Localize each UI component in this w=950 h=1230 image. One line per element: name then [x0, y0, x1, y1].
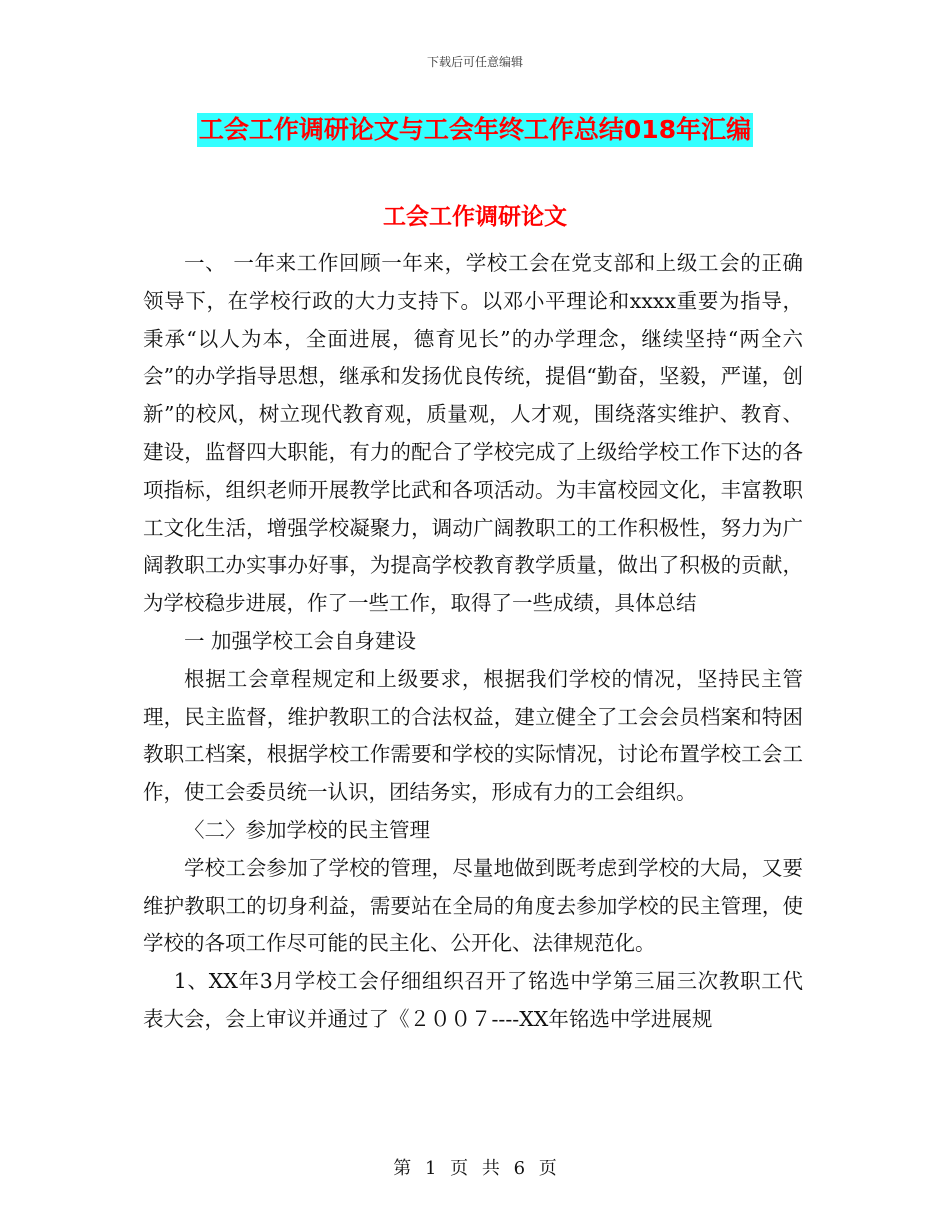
document-title: 工会工作调研论文与工会年终工作总结018年汇编 [197, 113, 753, 147]
paragraph-item-1: 1、XX年3月学校工会仔细组织召开了铭选中学第三届三次教职工代表大会，会上审议并通过了《２００７----XX年铭选中学进展规 [143, 969, 803, 1031]
heading-democratic-management: 〈二〉参加学校的民主管理 [184, 817, 430, 842]
paragraph-democratic-management: 学校工会参加了学校的管理，尽量地做到既考虑到学校的大局，又要维护教职工的切身利益，需要站在全局的角度去参加学校的民主管理，使学校的各项工作尽可能的民主化、公开化、法律规范化。 [143, 855, 803, 956]
page-header-note: 下载后可任意编辑 [426, 55, 523, 69]
paragraph-self-building: 根据工会章程规定和上级要求，根据我们学校的情况，坚持民主管理，民主监督，维护教职工的合法权益，建立健全了工会会员档案和特困教职工档案，根据学校工作需要和学校的实际情况，讨论布置学校工会工作，使工会委员统一认识，团结务实，形成有力的工会组织。 [143, 666, 803, 805]
heading-self-building: 一 加强学校工会自身建设 [184, 628, 417, 653]
section-title: 工会工作调研论文 [383, 204, 567, 230]
paragraph-review: 一、 一年来工作回顾一年来，学校工会在党支部和上级工会的正确领导下，在学校行政的大力支持下。以邓小平理论和xxxx重要为指导，秉承“以人为本，全面进展，德育见长”的办学理念，继续坚持“两全六会”的办学指导思想，继承和发扬优良传统，提倡“勤奋，坚毅，严谨，创新”的校风，树立现代教育观，质量观，人才观，围绕落实维护、教育、建设，监督四大职能，有力的配合了学校完成了上级给学校工作下达的各项指标，组织老师开展教学比武和各项活动。为丰富校园文化，丰富教职工文化生活，增强学校凝聚力，调动广阔教职工的工作积极性，努力为广阔教职工办实事办好事，为提高学校教育教学质量，做出了积极的贡献，为学校稳步进展，作了一些工作，取得了一些成绩，具体总结 [143, 251, 803, 616]
document-body [143, 245, 803, 1039]
document-title-container [0, 113, 950, 147]
page-footer: 第 1 页 共 6 页 [393, 1158, 557, 1179]
